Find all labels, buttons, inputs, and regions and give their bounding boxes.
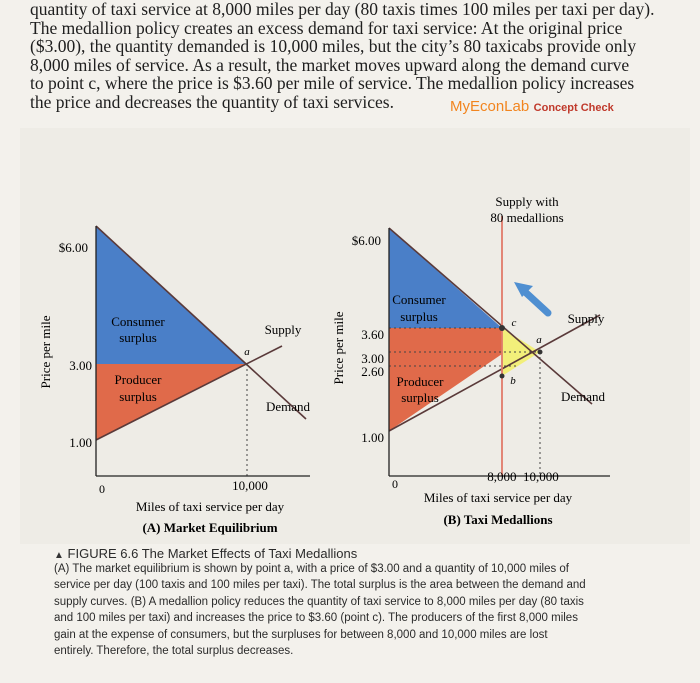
tick-label: 3.00	[361, 351, 384, 366]
medallion-supply-label: 80 medallions	[490, 210, 564, 225]
caption-line: service per day (100 taxis and 100 miles per taxi). The total surplus is the area between the demand and	[54, 579, 586, 592]
tick-label: 2.60	[361, 364, 384, 379]
tick-label: $6.00	[351, 233, 381, 248]
demand-label: Demand	[265, 399, 311, 414]
tick-label: 1.00	[69, 435, 92, 450]
price-increase-arrow	[514, 282, 548, 313]
producer-surplus-label: surplus	[401, 390, 439, 405]
panel-a-graph	[38, 226, 311, 535]
body-paragraph	[30, 0, 682, 111]
caption-body	[54, 561, 634, 659]
figure-6-6	[20, 128, 690, 544]
producer-surplus-label: Producer	[114, 372, 162, 387]
producer-surplus-label: Producer	[396, 374, 444, 389]
triangle-icon: ▲	[54, 550, 64, 561]
medallion-supply-label: Supply with	[495, 194, 559, 209]
paragraph-line: ($3.00), the quantity demanded is 10,000 miles, but the city’s 80 taxicabs provide only	[30, 36, 637, 56]
y-axis-label: Price per mile	[38, 315, 53, 389]
caption-title-text: FIGURE 6.6 The Market Effects of Taxi Medallions	[67, 546, 358, 561]
panel-b-graph	[331, 194, 610, 527]
x-axis-label: Miles of taxi service per day	[423, 490, 573, 505]
paragraph-line: the price and decreases the quantity of taxi services.	[30, 91, 394, 112]
myeconlab-concept-check-link[interactable]	[450, 98, 614, 116]
consumer-surplus-label: surplus	[119, 330, 157, 345]
producer-surplus-label: surplus	[119, 389, 157, 404]
point-b-marker	[500, 374, 505, 379]
panel-a-title: (A) Market Equilibrium	[142, 520, 278, 535]
supply-label: Supply	[264, 322, 302, 337]
paragraph-line: to point c, where the price is $3.60 per mile of service. The medallion policy increases	[30, 73, 635, 93]
caption-line: gain at the expense of consumers, but the surpluses for between 8,000 and 10,000 miles are lost	[54, 628, 548, 641]
x-axis-label: Miles of taxi service per day	[135, 499, 285, 514]
tick-label: $6.00	[58, 240, 88, 255]
paragraph-line: The medallion policy creates an excess demand for taxi service: At the original price	[30, 17, 623, 38]
consumer-surplus-label: surplus	[400, 309, 438, 324]
taxi-medallion-graphs	[20, 128, 690, 544]
consumer-surplus-label: Consumer	[392, 292, 446, 307]
caption-line: entirely. Therefore, the total surplus decreases.	[54, 645, 294, 658]
paragraph-line: 8,000 miles of service. As a result, the market moves upward along the demand curve	[30, 54, 630, 75]
demand-label: Demand	[560, 389, 606, 404]
myeconlab-logo: MyEconLab	[450, 98, 530, 115]
origin-label: 0	[99, 482, 105, 496]
caption-line: (A) The market equilibrium is shown by point a, with a price of $3.00 and a quantity of 10,000 miles of	[54, 563, 570, 575]
caption-line: and 100 miles per taxi) and increases the price to $3.60 (point c). The producers of the first 8,000 miles	[54, 612, 578, 625]
concept-check-label: Concept Check	[533, 102, 614, 114]
consumer-surplus-label: Consumer	[111, 314, 165, 329]
paragraph-line: quantity of taxi service at 8,000 miles per day (80 taxis times 100 miles per taxi per day).	[30, 0, 655, 19]
point-a-label: a	[536, 334, 542, 346]
point-a-marker	[538, 350, 543, 355]
tick-label: 8,000 10,000	[487, 469, 559, 484]
y-axis-label: Price per mile	[331, 311, 346, 385]
figure-caption	[54, 546, 634, 659]
tick-label: 3.60	[361, 327, 384, 342]
point-a-label: a	[244, 346, 250, 358]
caption-line: supply curves. (B) A medallion policy reduces the quantity of taxi service to 8,000 miles per day (80 taxis	[54, 595, 584, 608]
tick-label: 10,000	[232, 478, 268, 493]
point-c-label: c	[511, 317, 517, 329]
point-c-marker	[499, 325, 505, 331]
tick-label: 1.00	[361, 430, 384, 445]
caption-title	[54, 546, 634, 561]
point-b-label: b	[510, 375, 516, 387]
supply-label: Supply	[567, 311, 605, 326]
origin-label: 0	[392, 477, 398, 491]
tick-label: 3.00	[69, 358, 92, 373]
panel-b-title: (B) Taxi Medallions	[443, 512, 553, 527]
